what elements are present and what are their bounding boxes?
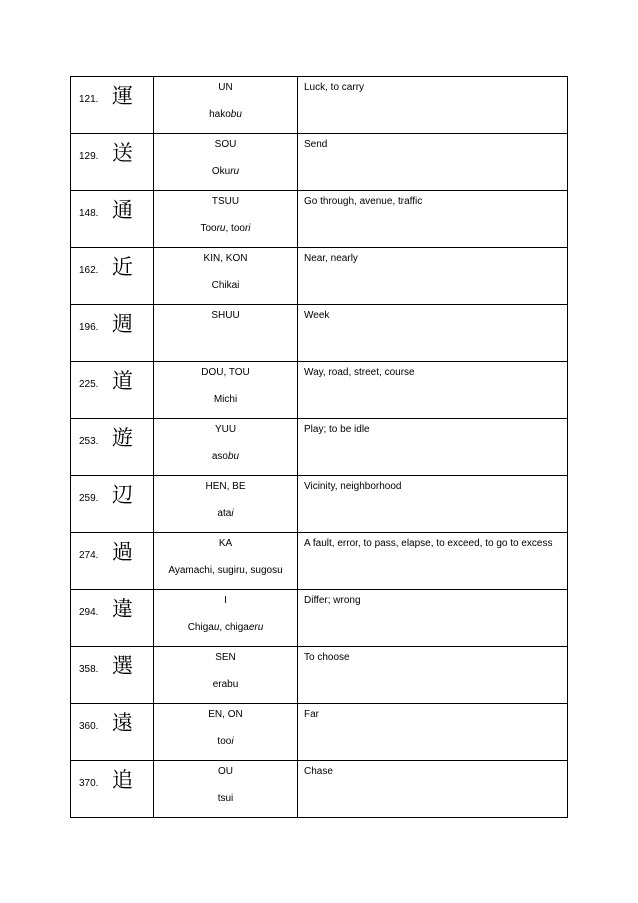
kun-reading: atai — [217, 508, 234, 519]
on-reading: KIN, KON — [203, 253, 248, 264]
kanji-cell — [71, 134, 154, 191]
kanji-cell — [71, 533, 154, 590]
table-row — [71, 191, 568, 248]
kanji-cell — [71, 419, 154, 476]
reading-cell — [154, 248, 298, 305]
kanji-table — [70, 76, 568, 818]
meaning-cell: Chase — [298, 761, 568, 818]
kun-reading: Michi — [213, 394, 238, 405]
kanji-character: 違 — [112, 597, 133, 621]
kanji-character: 辺 — [112, 483, 133, 507]
on-reading: I — [224, 595, 227, 606]
on-reading: KA — [218, 538, 233, 549]
reading-cell — [154, 761, 298, 818]
on-reading: EN, ON — [208, 709, 243, 720]
meaning-cell: To choose — [298, 647, 568, 704]
reading-cell — [154, 476, 298, 533]
table-row — [71, 419, 568, 476]
on-reading: DOU, TOU — [201, 367, 250, 378]
meaning-cell: Play; to be idle — [298, 419, 568, 476]
meaning-cell: Way, road, street, course — [298, 362, 568, 419]
reading-cell — [154, 419, 298, 476]
kanji-cell — [71, 248, 154, 305]
kanji-number: 274. — [79, 550, 99, 561]
kanji-cell — [71, 191, 154, 248]
table-row — [71, 704, 568, 761]
kanji-number: 360. — [79, 721, 99, 732]
kanji-character: 通 — [112, 198, 133, 222]
kanji-number: 196. — [79, 322, 99, 333]
on-reading: TSUU — [211, 196, 240, 207]
table-row — [71, 761, 568, 818]
table-row — [71, 77, 568, 134]
kanji-cell — [71, 590, 154, 647]
on-reading: HEN, BE — [205, 481, 246, 492]
kanji-number: 370. — [79, 778, 99, 789]
meaning-cell: Send — [298, 134, 568, 191]
table-row — [71, 305, 568, 362]
kanji-cell — [71, 647, 154, 704]
meaning-cell: Vicinity, neighborhood — [298, 476, 568, 533]
table-row — [71, 647, 568, 704]
kun-reading: Tooru, toori — [200, 223, 251, 234]
kanji-character: 近 — [112, 255, 133, 279]
kun-reading: tooi — [217, 736, 234, 747]
kanji-cell — [71, 77, 154, 134]
kanji-number: 129. — [79, 151, 99, 162]
reading-cell — [154, 134, 298, 191]
kanji-number: 253. — [79, 436, 99, 447]
kanji-number: 121. — [79, 94, 99, 105]
meaning-cell: Far — [298, 704, 568, 761]
reading-cell — [154, 305, 298, 362]
kanji-number: 294. — [79, 607, 99, 618]
meaning-cell: Near, nearly — [298, 248, 568, 305]
reading-cell — [154, 704, 298, 761]
kanji-number: 148. — [79, 208, 99, 219]
kanji-cell — [71, 362, 154, 419]
kanji-number: 259. — [79, 493, 99, 504]
kanji-character: 送 — [112, 141, 133, 165]
kanji-character: 遊 — [112, 426, 133, 450]
kun-reading: tsui — [217, 793, 234, 804]
kun-reading: Chikai — [211, 280, 240, 291]
meaning-cell: Differ; wrong — [298, 590, 568, 647]
kun-reading: asobu — [211, 451, 240, 462]
table-row — [71, 134, 568, 191]
reading-cell — [154, 77, 298, 134]
on-reading: OU — [218, 766, 233, 777]
kanji-cell — [71, 704, 154, 761]
kun-reading: Ayamachi, sugiru, sugosu — [168, 565, 283, 576]
reading-cell — [154, 647, 298, 704]
kanji-character: 週 — [112, 312, 133, 336]
reading-cell — [154, 362, 298, 419]
meaning-cell: Luck, to carry — [298, 77, 568, 134]
table-row — [71, 590, 568, 647]
kanji-number: 358. — [79, 664, 99, 675]
kun-reading: Chigau, chigaeru — [187, 622, 264, 633]
table-row — [71, 248, 568, 305]
kun-reading: hakobu — [209, 109, 242, 120]
table-row — [71, 362, 568, 419]
kanji-character: 過 — [112, 540, 133, 564]
reading-cell — [154, 590, 298, 647]
kanji-number: 162. — [79, 265, 99, 276]
kanji-character: 運 — [112, 84, 133, 108]
kanji-character: 遠 — [112, 711, 133, 735]
on-reading: SEN — [215, 652, 236, 663]
kanji-character: 選 — [112, 654, 133, 678]
kanji-cell — [71, 761, 154, 818]
kanji-number: 225. — [79, 379, 99, 390]
reading-cell — [154, 191, 298, 248]
on-reading: YUU — [214, 424, 237, 435]
reading-cell — [154, 533, 298, 590]
meaning-cell: A fault, error, to pass, elapse, to exceed, to go to excess — [298, 533, 568, 590]
kanji-cell — [71, 476, 154, 533]
kanji-cell — [71, 305, 154, 362]
table-row — [71, 533, 568, 590]
on-reading: UN — [218, 82, 233, 93]
kanji-character: 追 — [112, 768, 133, 792]
kanji-character: 道 — [112, 369, 133, 393]
kun-reading: erabu — [212, 679, 239, 690]
kun-reading: Okuru — [211, 166, 240, 177]
meaning-cell: Go through, avenue, traffic — [298, 191, 568, 248]
table-row — [71, 476, 568, 533]
on-reading: SOU — [214, 139, 237, 150]
on-reading: SHUU — [211, 310, 240, 321]
meaning-cell: Week — [298, 305, 568, 362]
